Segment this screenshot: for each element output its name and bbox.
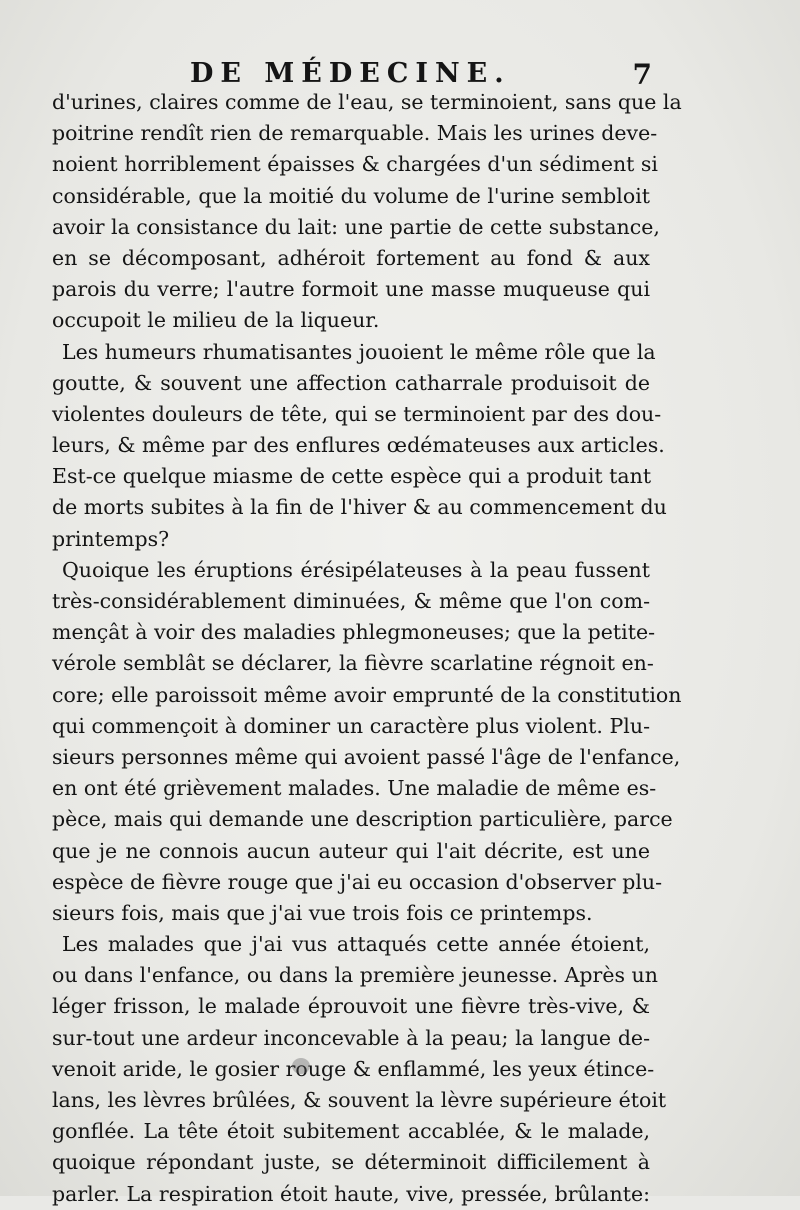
text-line: poitrine rendît rien de remarquable. Mais les urines deve- <box>52 121 658 146</box>
text-line: considérable, que la moitié du volume de l'urine sembloit <box>52 183 650 208</box>
text-line: leurs, & même par des enflures œdémateuses aux articles. <box>52 433 665 458</box>
text-line: sur-tout une ardeur inconcevable à la peau; la langue de- <box>52 1025 650 1050</box>
text-line: pèce, mais qui demande une description particulière, parce <box>52 807 673 832</box>
text-line: violentes douleurs de tête, qui se terminoient par des dou- <box>52 401 662 426</box>
text-line: parler. La respiration étoit haute, vive, pressée, brûlante: <box>52 1181 650 1206</box>
text-line: Les humeurs rhumatisantes jouoient le même rôle que la <box>62 339 656 364</box>
text-line: venoit aride, le gosier rouge & enflammé, les yeux étince- <box>52 1056 655 1081</box>
text-line: quoique répondant juste, se déterminoit difficilement à <box>52 1150 650 1175</box>
text-line: en se décomposant, adhéroit fortement au fond & aux <box>52 245 650 270</box>
text-line: noient horriblement épaisses & chargées d'un sédiment si <box>52 152 658 177</box>
text-line: très-considérablement diminuées, & même que l'on com- <box>52 589 650 613</box>
text-line: Les malades que j'ai vus attaqués cette année étoient, <box>62 932 650 957</box>
text-line: vérole semblât se déclarer, la fièvre scarlatine régnoit en- <box>52 651 654 676</box>
text-line: ou dans l'enfance, ou dans la première jeunesse. Après un <box>52 963 658 988</box>
ink-smudge <box>292 1058 310 1074</box>
text-line: occupoit le milieu de la liqueur. <box>52 308 380 333</box>
text-line: Quoique les éruptions érésipélateuses à la peau fussent <box>62 557 650 582</box>
text-line: sieurs personnes même qui avoient passé l'âge de l'enfance, <box>52 744 681 769</box>
text-line: printemps? <box>52 526 170 551</box>
text-line: Est-ce quelque miasme de cette espèce qui a produit tant <box>52 464 652 489</box>
page-number: 7 <box>632 58 652 91</box>
text-line: léger frisson, le malade éprouvoit une fièvre très-vive, & <box>52 994 650 1019</box>
text-line: qui commençoit à dominer un caractère plus violent. Plu- <box>52 713 650 738</box>
text-line: avoir la consistance du lait: une partie de cette substance, <box>52 214 660 239</box>
text-line: sieurs fois, mais que j'ai vue trois fois ce printemps. <box>52 900 593 925</box>
body-text <box>52 87 682 1210</box>
text-line: en ont été grièvement malades. Une maladie de même es- <box>52 776 657 801</box>
text-line: de morts subites à la fin de l'hiver & au commencement du <box>52 495 667 520</box>
text-line: lans, les lèvres brûlées, & souvent la lèvre supérieure étoit <box>52 1088 667 1112</box>
text-line: goutte, & souvent une affection catharrale produisoit de <box>52 370 650 395</box>
text-line: d'urines, claires comme de l'eau, se terminoient, sans que la <box>52 90 682 114</box>
running-title: DE MÉDECINE. <box>190 58 511 89</box>
text-line: parois du verre; l'autre formoit une masse muqueuse qui <box>52 277 650 302</box>
text-line: que je ne connois aucun auteur qui l'ait décrite, est une <box>52 838 650 863</box>
text-line: mençât à voir des maladies phlegmoneuses; que la petite- <box>52 620 656 645</box>
text-line: core; elle paroissoit même avoir emprunté de la constitution <box>52 682 682 707</box>
text-line: espèce de fièvre rouge que j'ai eu occasion d'observer plu- <box>52 869 663 894</box>
text-line: gonflée. La tête étoit subitement accablée, & le malade, <box>52 1119 650 1144</box>
